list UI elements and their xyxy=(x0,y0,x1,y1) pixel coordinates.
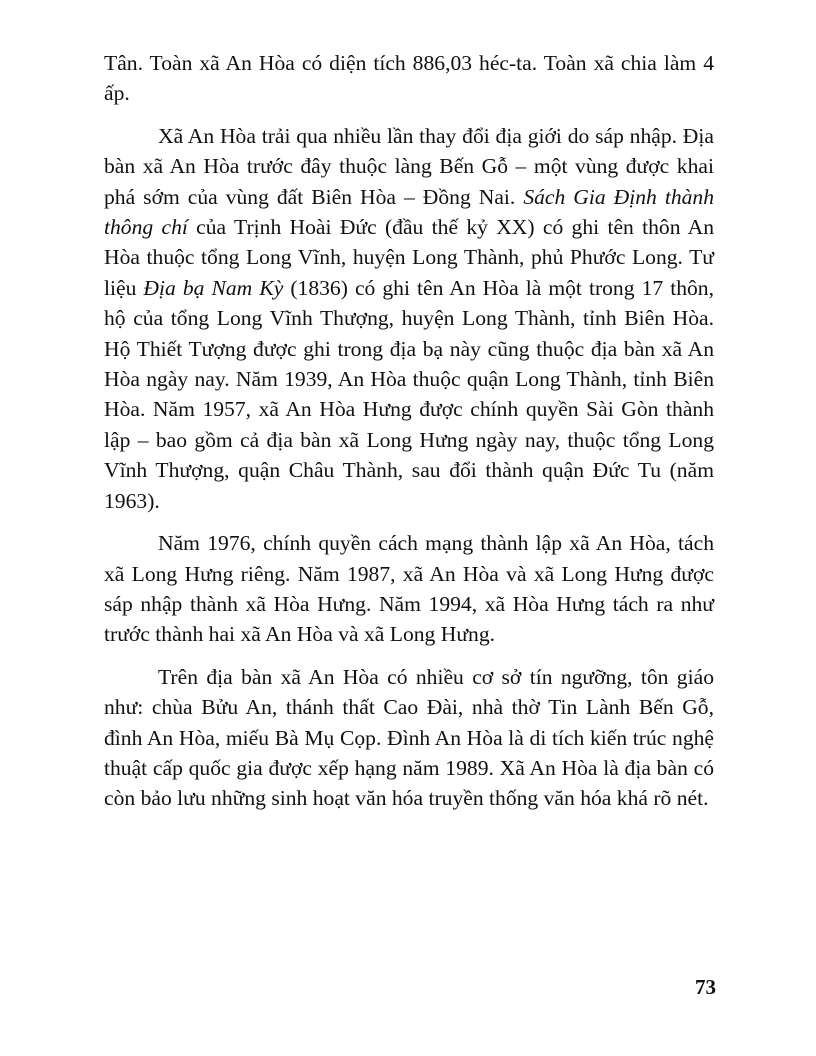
text-segment: Trên địa bàn xã An Hòa có nhiều cơ sở tín ngưỡng, tôn giáo như: chùa Bửu An, thánh thất Cao Đài, nhà thờ Tin Lành Bến Gỗ, đình An Hòa, miếu Bà Mụ Cọp. Đình An Hòa là di tích kiến trúc nghệ thuật cấp quốc gia được xếp hạng năm 1989. Xã An Hòa là địa bàn có còn bảo lưu những sinh hoạt văn hóa truyền thống văn hóa khá rõ nét. xyxy=(104,664,714,811)
text-segment: Năm 1976, chính quyền cách mạng thành lập xã An Hòa, tách xã Long Hưng riêng. Năm 1987, xã An Hòa và xã Long Hưng được sáp nhập thành xã Hòa Hưng. Năm 1994, xã Hòa Hưng tách ra như trước thành hai xã An Hòa và xã Long Hưng. xyxy=(104,531,714,647)
text-segment: Tân. Toàn xã An Hòa có diện tích 886,03 héc-ta. Toàn xã chia làm 4 ấp. xyxy=(104,51,714,106)
book-title-italic: Sách Gia Định thành thông chí xyxy=(104,184,715,240)
text-segment: của Trịnh Hoài Đức (đầu thế kỷ XX) có ghi tên thôn An Hòa thuộc tổng Long Vĩnh, huyện Long Thành, phủ Phước Long. Tư liệu xyxy=(104,215,715,300)
book-title-italic: Địa bạ Nam Kỳ xyxy=(143,275,284,300)
text-segment: Xã An Hòa trải qua nhiều lần thay đổi địa giới do sáp nhập. Địa bàn xã An Hòa trước đây thuộc làng Bến Gỗ – một vùng được khai phá sớm của vùng đất Biên Hòa – Đồng Nai. xyxy=(104,123,714,209)
paragraph-4 xyxy=(104,662,714,814)
paragraph-2 xyxy=(104,121,714,516)
paragraph-1 xyxy=(104,48,714,109)
page-number: 73 xyxy=(695,975,716,999)
page-body xyxy=(104,48,714,814)
paragraph-3 xyxy=(104,528,714,650)
text-segment: (1836) có ghi tên An Hòa là một trong 17 thôn, hộ của tổng Long Vĩnh Thượng, huyện Long Thành, tỉnh Biên Hòa. Hộ Thiết Tượng được ghi trong địa bạ này cũng thuộc địa bàn xã An Hòa ngày nay. Năm 1939, An Hòa thuộc quận Long Thành, tỉnh Biên Hòa. Năm 1957, xã An Hòa Hưng được chính quyền Sài Gòn thành lập – bao gồm cả địa bàn xã Long Hưng ngày nay, thuộc tổng Long Vĩnh Thượng, quận Châu Thành, sau đổi thành quận Đức Tu (năm 1963). xyxy=(104,275,714,513)
